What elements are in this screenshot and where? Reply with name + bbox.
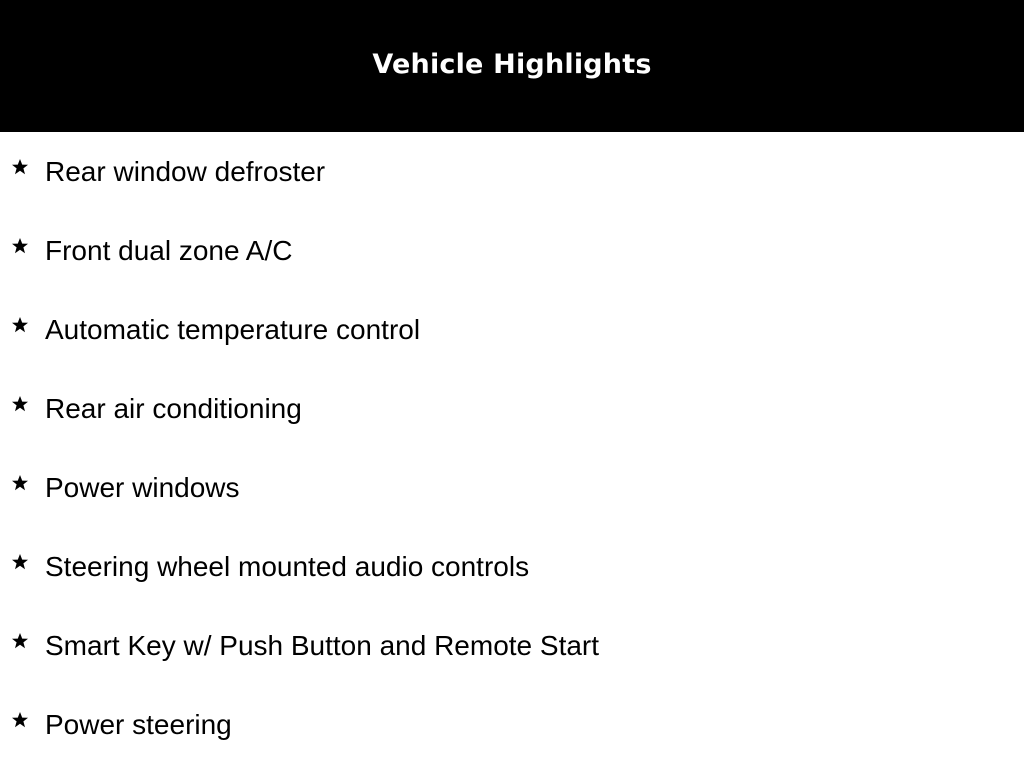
star-icon <box>10 157 30 177</box>
star-icon <box>10 315 30 335</box>
star-icon <box>10 631 30 651</box>
highlight-label: Steering wheel mounted audio controls <box>45 551 530 582</box>
list-item <box>0 448 1024 527</box>
star-icon <box>10 394 30 414</box>
star-icon <box>10 552 30 572</box>
star-icon <box>10 236 30 256</box>
list-item <box>0 685 1024 764</box>
page-title: Vehicle Highlights <box>372 48 652 80</box>
highlight-label: Front dual zone A/C <box>45 235 293 266</box>
highlights-list <box>0 132 1024 764</box>
list-item <box>0 132 1024 211</box>
highlight-label: Power windows <box>45 472 240 503</box>
highlight-label: Power steering <box>45 709 232 740</box>
list-item <box>0 290 1024 369</box>
highlight-label: Smart Key w/ Push Button and Remote Start <box>45 630 600 661</box>
highlight-label: Rear air conditioning <box>45 393 302 424</box>
highlight-label: Automatic temperature control <box>45 314 421 345</box>
star-icon <box>10 473 30 493</box>
star-icon <box>10 710 30 730</box>
list-item <box>0 527 1024 606</box>
header-banner <box>0 0 1024 132</box>
list-item <box>0 211 1024 290</box>
list-item <box>0 369 1024 448</box>
highlight-label: Rear window defroster <box>45 156 326 187</box>
list-item <box>0 606 1024 685</box>
